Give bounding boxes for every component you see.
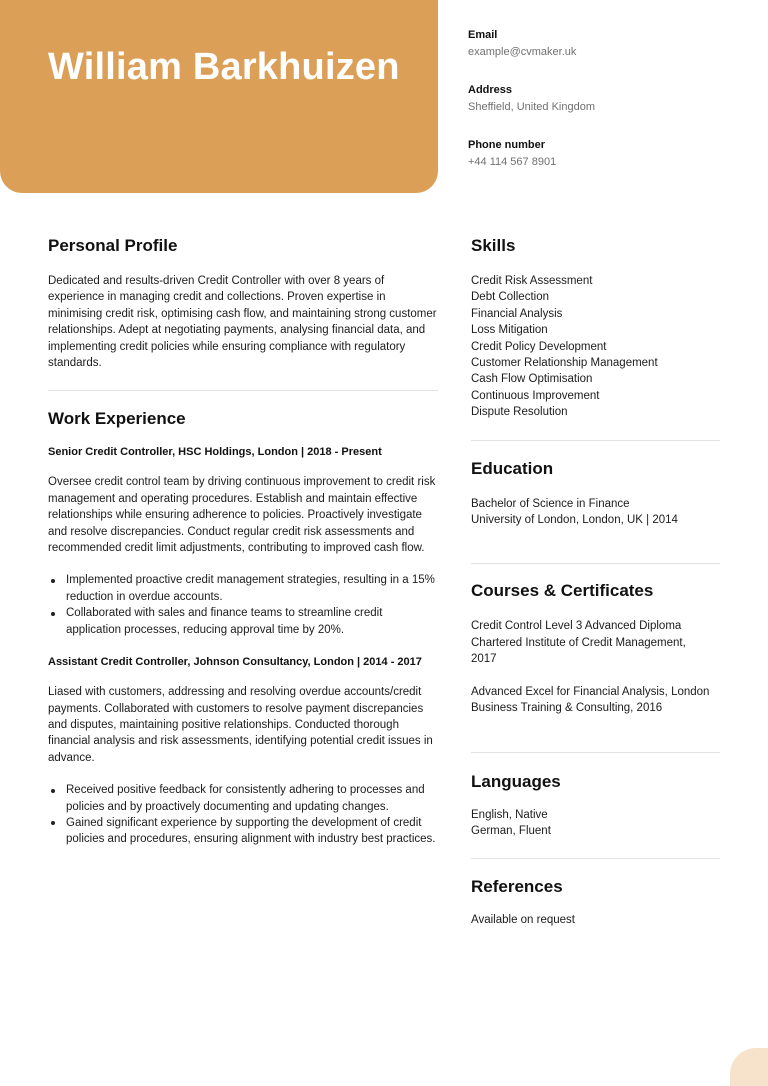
list-item: English, Native	[471, 808, 548, 821]
course-item: Credit Control Level 3 Advanced Diploma Chartered Institute of Credit Management, 2017	[471, 620, 686, 666]
school: University of London, London, UK | 2014	[471, 514, 678, 527]
references-text: Available on request	[471, 914, 575, 927]
degree: Bachelor of Science in Finance	[471, 497, 630, 510]
divider	[471, 858, 720, 859]
divider	[48, 390, 438, 391]
section-title: Courses & Certificates	[471, 581, 654, 601]
education-section	[471, 459, 720, 529]
section-title: Languages	[471, 771, 561, 791]
job-heading: Assistant Credit Controller, Johnson Consultancy, London | 2014 - 2017	[48, 656, 422, 669]
profile-text: Dedicated and results-driven Credit Controller with over 8 years of experience in managing credit and collections. Proven expertise in minimising credit risk, optimising cash flow, and maintaining strong customer relationships. Adept at negotiating payments, analysing financial data, and implementing credit policies while ensuring compliance with regulatory standards.	[48, 275, 437, 370]
job-entry	[48, 445, 438, 638]
contact-address	[468, 83, 748, 114]
email-value: example@cvmaker.uk	[468, 46, 577, 58]
address-label: Address	[468, 84, 513, 96]
education-entry	[471, 496, 720, 529]
divider	[471, 752, 720, 753]
section-title: Skills	[471, 236, 516, 255]
list-item: Dispute Resolution	[471, 406, 568, 419]
languages-section	[471, 772, 720, 840]
job-heading: Senior Credit Controller, HSC Holdings, London | 2018 - Present	[48, 446, 382, 459]
section-title: References	[471, 877, 563, 897]
work-experience-section	[48, 409, 438, 847]
phone-value: +44 114 567 8901	[468, 156, 557, 168]
sidebar-column	[471, 236, 720, 929]
address-value: Sheffield, United Kingdom	[468, 101, 595, 113]
job-description: Oversee credit control team by driving continuous improvement to credit risk management and operating procedures. Establish and maintain effective relationships while ensuring adherence to policies. Proactively investigate and resolve discrepancies. Conduct regular credit risk assessments and recommended credit limit adjustments, contributing to improved cash flow.	[48, 476, 436, 555]
list-item: Credit Risk Assessment	[471, 275, 593, 287]
email-label: Email	[468, 29, 498, 41]
list-item: German, Fluent	[471, 824, 551, 837]
list-item: Credit Policy Development	[471, 340, 607, 353]
job-achievements	[48, 572, 438, 638]
contact-phone	[468, 138, 748, 169]
list-item: Customer Relationship Management	[471, 357, 658, 370]
job-entry	[48, 655, 438, 848]
list-item: Cash Flow Optimisation	[471, 373, 593, 386]
list-item: Received positive feedback for consistently adhering to processes and policies and by proactively documenting and updating changes.	[48, 782, 438, 815]
list-item: Financial Analysis	[471, 307, 563, 320]
languages-list	[471, 807, 720, 840]
divider	[471, 440, 720, 441]
references-section	[471, 877, 720, 928]
divider	[471, 563, 720, 564]
list-item: Debt Collection	[471, 291, 549, 304]
list-item: Gained significant experience by supporting the development of credit policies and procedures, ensuring alignment with industry best practices.	[48, 815, 438, 848]
skills-list	[471, 273, 720, 421]
job-achievements	[48, 782, 438, 848]
phone-label: Phone number	[468, 139, 546, 151]
header-banner	[0, 0, 438, 193]
section-title: Education	[471, 458, 554, 478]
section-title: Personal Profile	[48, 236, 178, 255]
section-title: Work Experience	[48, 409, 186, 429]
main-column	[48, 236, 438, 848]
courses-section	[471, 581, 720, 716]
candidate-name: William Barkhuizen	[48, 46, 400, 88]
corner-decoration	[730, 1048, 768, 1086]
course-item: Advanced Excel for Financial Analysis, London Business Training & Consulting, 2016	[471, 685, 710, 715]
skills-section	[471, 236, 720, 421]
list-item: Continuous Improvement	[471, 389, 600, 402]
list-item: Loss Mitigation	[471, 324, 548, 337]
list-item: Collaborated with sales and finance teams to streamline credit application processes, reducing approval time by 20%.	[48, 605, 438, 638]
list-item: Implemented proactive credit management strategies, resulting in a 15% reduction in overdue accounts.	[48, 572, 438, 605]
contact-email	[468, 28, 748, 59]
job-description: Liased with customers, addressing and resolving overdue accounts/credit payments. Collaborated with customers to resolve payment discrepancies and disputes, maintaining positive relationships. Conducted thorough financial analysis and risk assessments, identifying potential credit issues in advance.	[48, 686, 433, 764]
personal-profile-section	[48, 236, 438, 371]
